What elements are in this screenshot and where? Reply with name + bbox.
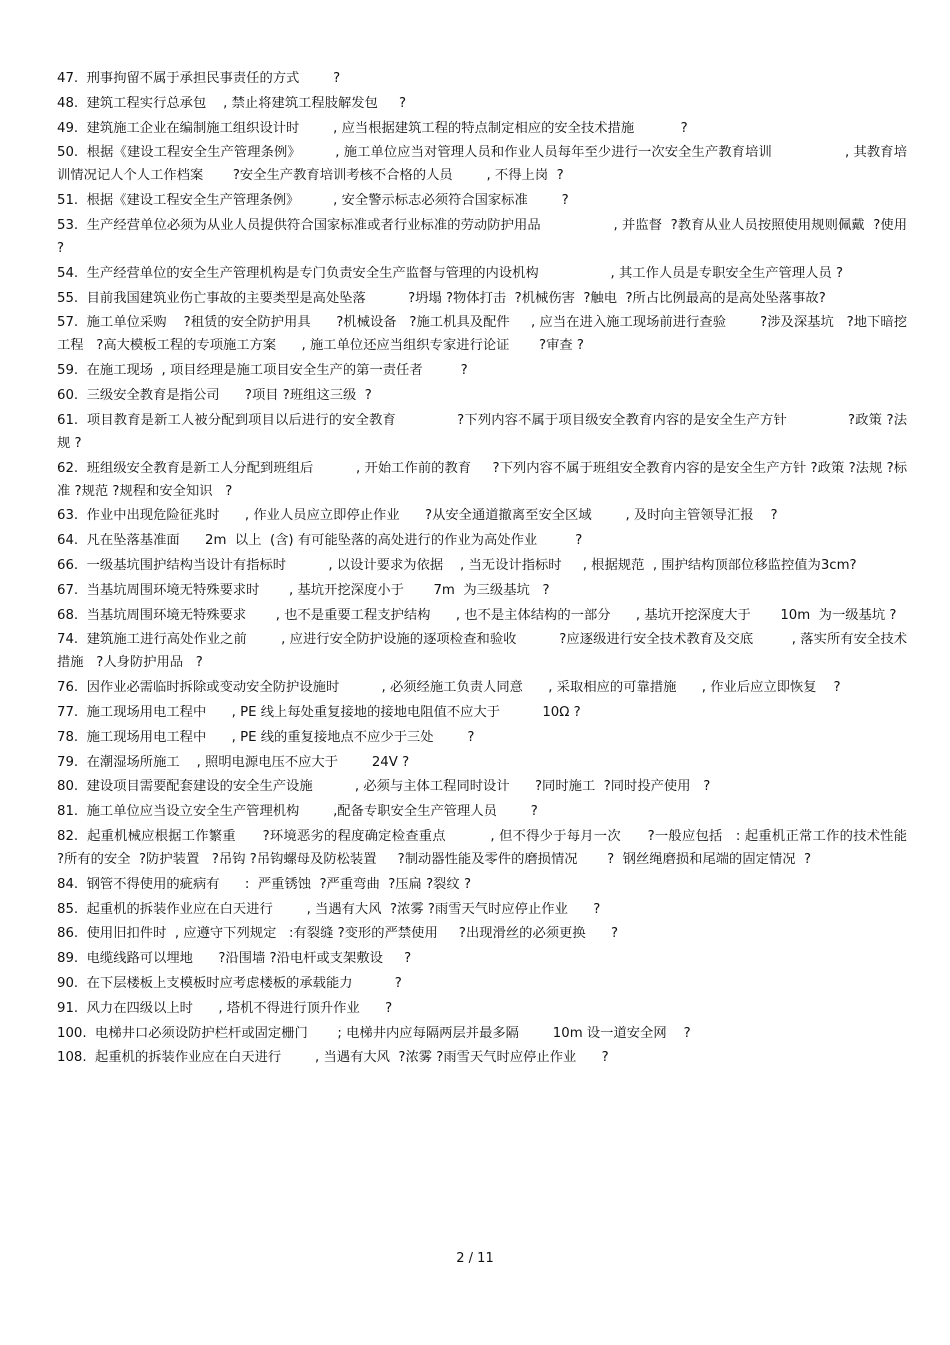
question-item: 90. 在下层楼板上支模板时应考虑楼板的承载能力 ? (57, 975, 402, 991)
question-item: 86. 使用旧扣件时 , 应遵守下列规定 :有裂缝 ?变形的严禁使用 ?出现滑丝的必须更换 ? (57, 926, 619, 942)
question-item: 108. 起重机的拆装作业应在白天进行 , 当遇有大风 ?浓雾 ?雨雪天气时应停止作业 ? (57, 1050, 609, 1066)
question-item: 77. 施工现场用电工程中 , PE 线上每处重复接地的接地电阻值不应大于 10Ω ? (57, 704, 581, 720)
question-item: 84. 钢管不得使用的疵病有 : 严重锈蚀 ?严重弯曲 ?压扁 ?裂纹 ? (57, 876, 472, 892)
question-item: 89. 电缆线路可以埋地 ?沿围墙 ?沿电杆或支架敷设 ? (57, 951, 412, 967)
question-item: 81. 施工单位应当设立安全生产管理机构 ,配备专职安全生产管理人员 ? (57, 804, 538, 820)
question-item: 76. 因作业必需临时拆除或变动安全防护设施时 , 必须经施工负责人同意 , 采取相应的可靠措施 , 作业后应立即恢复 ? (57, 680, 841, 696)
question-item: 82. 起重机械应根据工作繁重 ?环境恶劣的程度确定检查重点 , 但不得少于每月一次 ?一般应包括 : 起重机正常工作的技术性能 ?所有的安全 ?防护装置 ?吊钩 ?吊钩螺母及防松装置 ?制动器性能及零件的磨损情况 ? 钢丝绳磨损和尾端的固定情况 ? (57, 828, 929, 867)
question-item: 100. 电梯井口必须设防护栏杆或固定栅门 ; 电梯井内应每隔两层并最多隔 10m 设一道安全网 ? (57, 1025, 691, 1041)
question-item: 78. 施工现场用电工程中 , PE 线的重复接地点不应少于三处 ? (57, 729, 475, 745)
question-item: 48. 建筑工程实行总承包 , 禁止将建筑工程肢解发包 ? (57, 95, 407, 111)
question-item: 49. 建筑施工企业在编制施工组织设计时 , 应当根据建筑工程的特点制定相应的安全技术措施 ? (57, 120, 688, 136)
question-item: 74. 建筑施工进行高处作业之前 , 应进行安全防护设施的逐项检查和验收 ?应逐级进行安全技术教育及交底 , 落实所有安全技术措施 ?人身防护用品 ? (57, 632, 907, 671)
question-item: 80. 建设项目需要配套建设的安全生产设施 , 必须与主体工程同时设计 ?同时施工 ?同时投产使用 ? (57, 779, 711, 795)
question-list (57, 67, 929, 1071)
question-item: 62. 班组级安全教育是新工人分配到班组后 , 开始工作前的教育 ?下列内容不属于班组安全教育内容的是安全生产方针 ?政策 ?法规 ?标准 ?规范 ?规程和安全知识 ? (57, 460, 907, 499)
question-item: 66. 一级基坑围护结构当设计有指标时 , 以设计要求为依据 , 当无设计指标时 , 根据规范 , 围护结构顶部位移监控值为3cm? (57, 557, 857, 573)
question-item: 50. 根据《建设工程安全生产管理条例》 , 施工单位应当对管理人员和作业人员每年至少进行一次安全生产教育培训 , 其教育培训情况记人个人工作档案 ?安全生产教育培训考核不合格的人员 , 不得上岗 ? (57, 145, 907, 184)
question-item: 79. 在潮湿场所施工 , 照明电源电压不应大于 24V ? (57, 754, 410, 770)
question-item: 64. 凡在坠落基准面 2m 以上 (含) 有可能坠落的高处进行的作业为高处作业 ? (57, 533, 583, 549)
question-item: 59. 在施工现场 , 项目经理是施工项目安全生产的第一责任者 ? (57, 363, 468, 379)
question-item: 68. 当基坑周围环境无特殊要求 , 也不是重要工程支护结构 , 也不是主体结构的一部分 , 基坑开挖深度大于 10m 为一级基坑 ? (57, 607, 897, 623)
question-item: 47. 刑事拘留不属于承担民事责任的方式 ? (57, 71, 341, 86)
question-item: 85. 起重机的拆装作业应在白天进行 , 当遇有大风 ?浓雾 ?雨雪天气时应停止作业 ? (57, 901, 601, 917)
question-item: 55. 目前我国建筑业伤亡事故的主要类型是高处坠落 ?坍塌 ?物体打击 ?机械伤害 ?触电 ?所占比例最高的是高处坠落事故? (57, 290, 826, 306)
question-item: 67. 当基坑周围环境无特殊要求时 , 基坑开挖深度小于 7m 为三级基坑 ? (57, 582, 550, 598)
question-item: 91. 风力在四级以上时 , 塔机不得进行顶升作业 ? (57, 1000, 393, 1016)
question-item: 57. 施工单位采购 ?租赁的安全防护用具 ?机械设备 ?施工机具及配件 , 应当在进入施工现场前进行查验 ?涉及深基坑 ?地下暗挖工程 ?高大模板工程的专项施工方案 , 施工单位还应当组织专家进行论证 ?审查 ? (57, 315, 907, 354)
question-item: 61. 项目教育是新工人被分配到项目以后进行的安全教育 ?下列内容不属于项目级安全教育内容的是安全生产方针 ?政策 ?法规 ? (57, 412, 907, 451)
question-item: 54. 生产经营单位的安全生产管理机构是专门负责安全生产监督与管理的内设机构 , 其工作人员是专职安全生产管理人员 ? (57, 265, 844, 281)
question-item: 60. 三级安全教育是指公司 ?项目 ?班组这三级 ? (57, 387, 372, 403)
question-item: 63. 作业中出现危险征兆时 , 作业人员应立即停止作业 ?从安全通道撤离至安全区域 , 及时向主管领导汇报 ? (57, 508, 778, 524)
question-item: 51. 根据《建设工程安全生产管理条例》 , 安全警示标志必须符合国家标准 ? (57, 193, 569, 209)
page-number: 2 / 11 (456, 1251, 494, 1266)
question-item: 53. 生产经营单位必须为从业人员提供符合国家标准或者行业标准的劳动防护用品 , 并监督 ?教育从业人员按照使用规则佩戴 ?使用 ? (57, 217, 912, 256)
